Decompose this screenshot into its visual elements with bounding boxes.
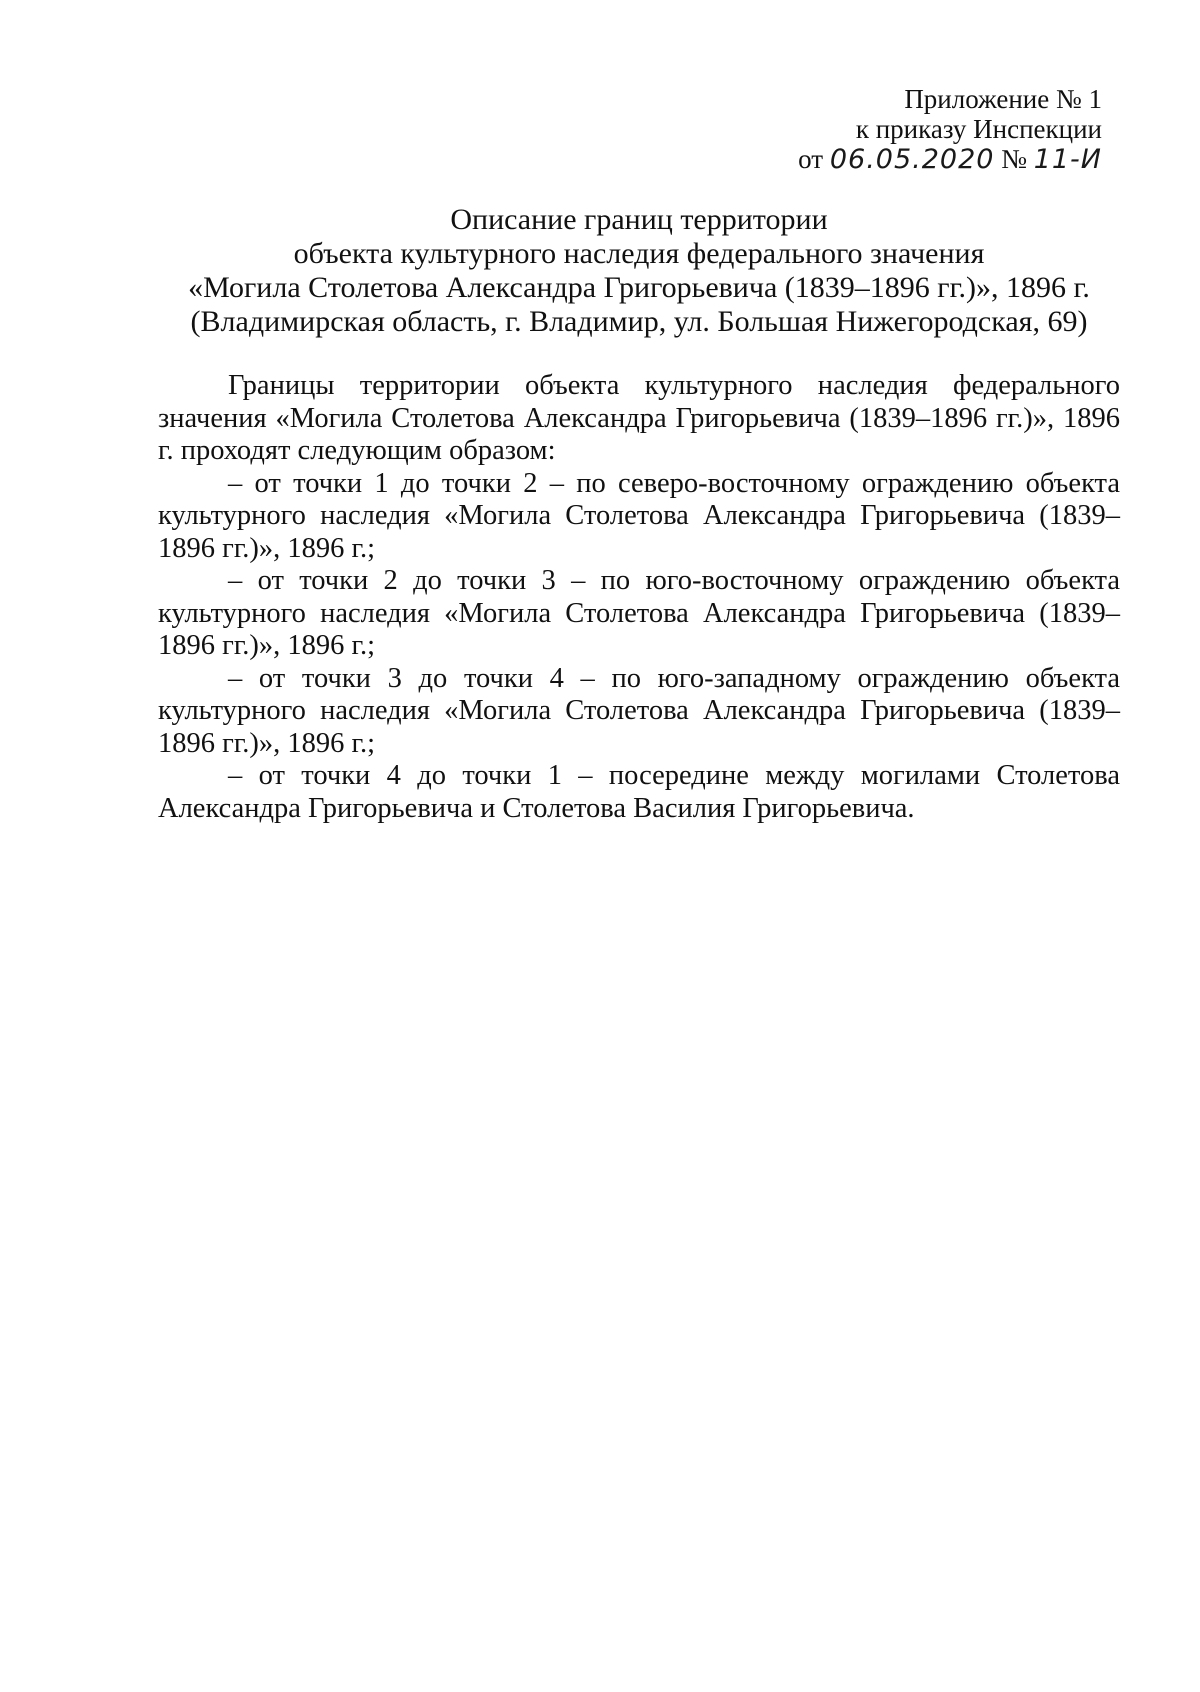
intro-paragraph: Границы территории объекта культурного наследия федерального значения «Могила Столетова Александра Григорьевича (1839–1896 гг.)», 1896 г. проходят следующим образом: [158, 370, 1120, 466]
boundary-item-4: – от точки 4 до точки 1 – посередине между могилами Столетова Александра Григорьевича и Столетова Василия Григорьевича. [158, 760, 1120, 824]
boundary-item-3: – от точки 3 до точки 4 – по юго-западному ограждению объекта культурного наследия «Могила Столетова Александра Григорьевича (1839–1896 гг.)», 1896 г.; [158, 662, 1120, 759]
appendix-header [762, 84, 1102, 175]
document-title [158, 203, 1120, 339]
appendix-date-prefix: от [798, 144, 824, 174]
title-line-3: «Могила Столетова Александра Григорьевича (1839–1896 гг.)», 1896 г. [188, 271, 1090, 304]
title-line-2: объекта культурного наследия федерального значения [293, 237, 985, 270]
appendix-order-reference: к приказу Инспекции [855, 114, 1102, 144]
title-line-4: (Владимирская область, г. Владимир, ул. Большая Нижегородская, 69) [190, 305, 1088, 338]
appendix-number: Приложение № 1 [904, 84, 1102, 114]
document-body [158, 370, 1120, 825]
title-line-1: Описание границ территории [450, 203, 828, 236]
handwritten-date: 06.05.2020 [829, 144, 995, 175]
boundary-item-1: – от точки 1 до точки 2 – по северо-восточному ограждению объекта культурного наследия «Могила Столетова Александра Григорьевича (1839–1896 гг.)», 1896 г.; [158, 467, 1120, 564]
handwritten-order-number: 11-И [1033, 144, 1102, 175]
appendix-order-date-line [762, 144, 1102, 175]
appendix-number-sign: № [1001, 144, 1027, 174]
boundary-item-2: – от точки 2 до точки 3 – по юго-восточному ограждению объекта культурного наследия «Могила Столетова Александра Григорьевича (1839–1896 гг.)», 1896 г.; [158, 565, 1120, 661]
